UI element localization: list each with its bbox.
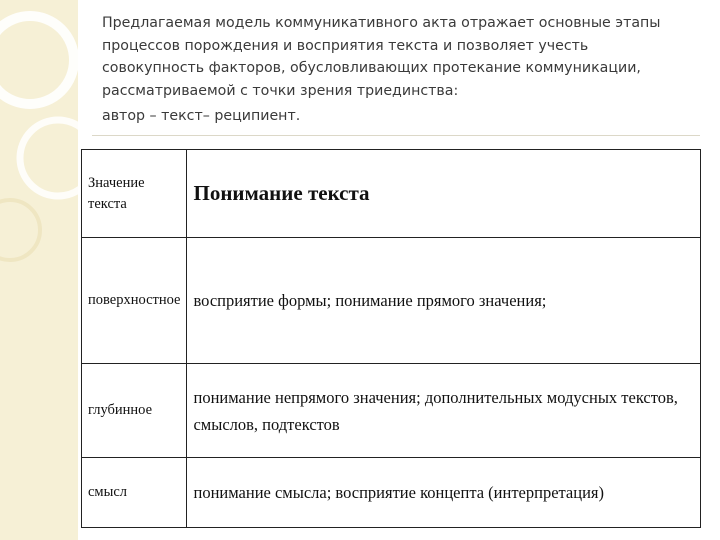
intro-paragraph: Предлагаемая модель коммуникативного акта отражает основные этапы процессов порождения и восприятия текста и позволяет учесть совокупность факторов, обусловливающих протекание коммуникации, рассматриваемой с точки зрения триединства: [102, 15, 661, 99]
header-understanding: Понимание текста [187, 150, 701, 238]
table-row [82, 458, 701, 528]
row-level-label: смысл [82, 458, 187, 528]
triad-formula: автор – текст– реципиент. [102, 108, 301, 124]
comprehension-table [81, 149, 701, 528]
table-header-row [82, 150, 701, 238]
row-level-label: поверхностное [82, 238, 187, 364]
decorative-side-band [0, 0, 78, 540]
row-description: понимание смысла; восприятие концепта (интерпретация) [187, 458, 701, 528]
header-meaning: Значение текста [82, 150, 187, 238]
decorative-circles [0, 0, 78, 540]
row-level-label: глубинное [82, 364, 187, 458]
table-row [82, 238, 701, 364]
row-description: восприятие формы; понимание прямого значения; [187, 238, 701, 364]
separator-line [92, 135, 700, 136]
row-description: понимание непрямого значения; дополнительных модусных текстов, смыслов, подтекстов [187, 364, 701, 458]
table-row [82, 364, 701, 458]
